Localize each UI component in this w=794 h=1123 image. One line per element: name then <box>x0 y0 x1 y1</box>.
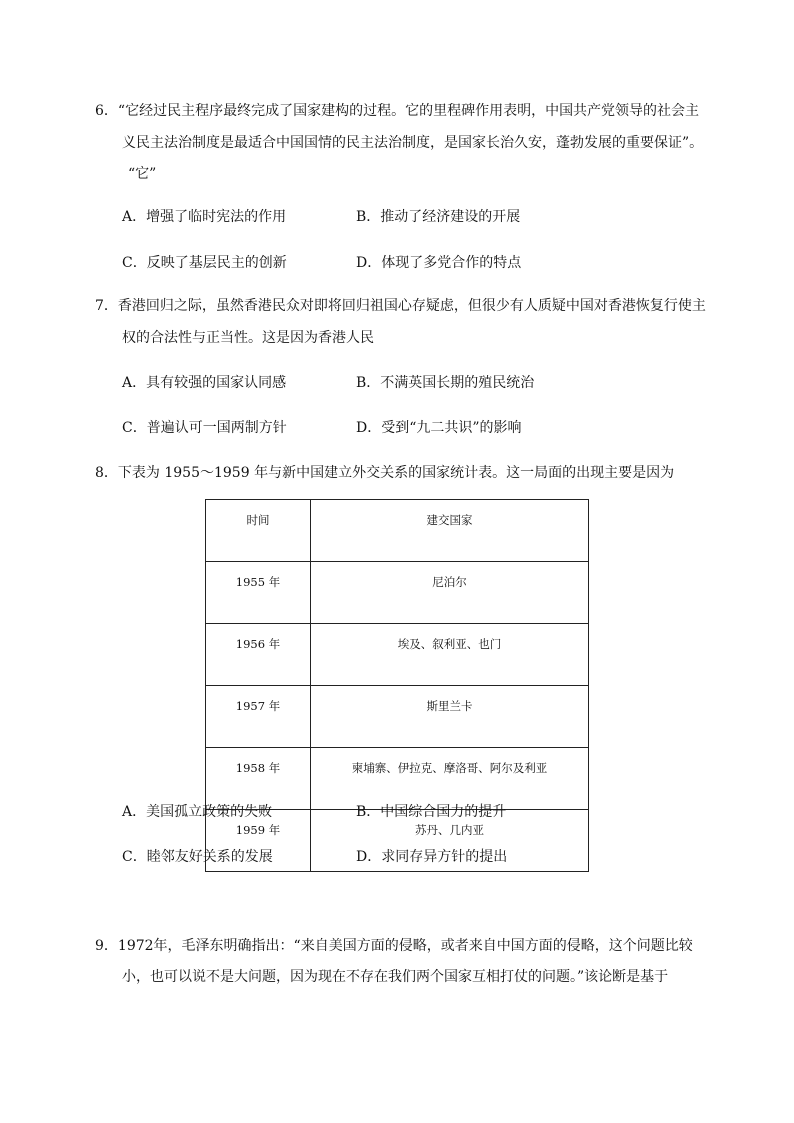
q8-option-c[interactable]: C．睦邻友好关系的发展 <box>122 849 273 865</box>
table-row <box>206 686 589 748</box>
q7-stem-line1: 7．香港回归之际，虽然香港民众对即将回归祖国心存疑虑，但很少有人质疑中国对香港恢复行使主 <box>95 298 706 314</box>
q8-option-b[interactable]: B．中国综合国力的提升 <box>356 804 507 820</box>
table-cell-countries: 柬埔寨、伊拉克、摩洛哥、阿尔及利亚 <box>311 748 589 810</box>
table-cell-year: 1958 年 <box>206 748 311 810</box>
q6-option-a[interactable]: A．增强了临时宪法的作用 <box>122 209 287 225</box>
q7-option-a[interactable]: A．具有较强的国家认同感 <box>122 375 287 391</box>
table-cell-year: 1959 年 <box>206 810 311 872</box>
table-cell-countries: 苏丹、几内亚 <box>311 810 589 872</box>
table-cell-countries: 尼泊尔 <box>311 562 589 624</box>
q7-option-d[interactable]: D．受到“九二共识”的影响 <box>356 420 522 436</box>
q6-option-c[interactable]: C．反映了基层民主的创新 <box>122 255 287 271</box>
q7-option-b[interactable]: B．不满英国长期的殖民统治 <box>356 375 535 391</box>
table-row <box>206 562 589 624</box>
q8-option-d[interactable]: D．求同存异方针的提出 <box>356 849 508 865</box>
q6-stem-line2: 义民主法治制度是最适合中国国情的民主法治制度，是国家长治久安，蓬勃发展的重要保证”。 <box>122 135 704 151</box>
table-header-cell: 建交国家 <box>311 500 589 562</box>
table-cell-countries: 斯里兰卡 <box>311 686 589 748</box>
table-header-row <box>206 500 589 562</box>
table-cell-year: 1957 年 <box>206 686 311 748</box>
table-header-cell: 时间 <box>206 500 311 562</box>
q6-stem-line3: “它” <box>128 166 157 182</box>
q9-stem-line1: 9．1972年，毛泽东明确指出：“来自美国方面的侵略，或者来自中国方面的侵略，这个问题比较 <box>95 938 693 954</box>
table-cell-countries: 埃及、叙利亚、也门 <box>311 624 589 686</box>
q8-option-a[interactable]: A．美国孤立政策的失败 <box>122 804 273 820</box>
q6-option-d[interactable]: D．体现了多党合作的特点 <box>356 255 522 271</box>
table-cell-year: 1956 年 <box>206 624 311 686</box>
q9-stem-line2: 小，也可以说不是大问题，因为现在不存在我们两个国家互相打仗的问题。”该论断是基于 <box>122 969 669 985</box>
q6-option-b[interactable]: B．推动了经济建设的开展 <box>356 209 521 225</box>
q7-option-c[interactable]: C．普遍认可一国两制方针 <box>122 420 287 436</box>
table-row <box>206 624 589 686</box>
q6-stem-line1: 6．“它经过民主程序最终完成了国家建构的过程。它的里程碑作用表明，中国共产党领导的社会主 <box>95 103 700 119</box>
table-cell-year: 1955 年 <box>206 562 311 624</box>
q7-stem-line2: 权的合法性与正当性。这是因为香港人民 <box>122 330 374 346</box>
table-row <box>206 748 589 810</box>
q8-stem-line1: 8．下表为 1955～1959 年与新中国建立外交关系的国家统计表。这一局面的出现主要是因为 <box>95 465 675 481</box>
